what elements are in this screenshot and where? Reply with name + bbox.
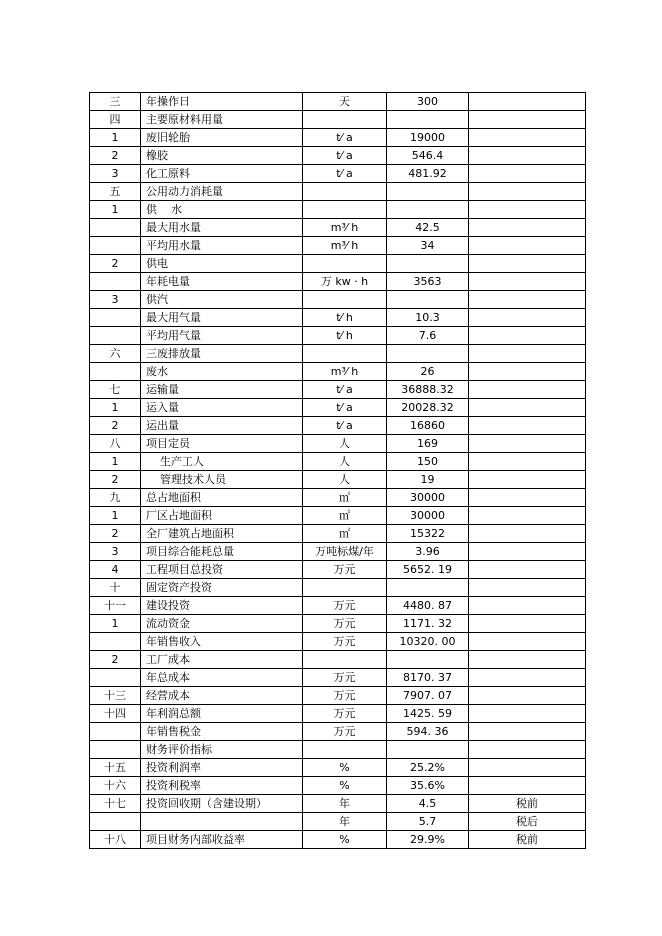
note-cell (469, 759, 586, 777)
item-name: 年操作日 (141, 93, 303, 111)
item-name: 年利润总额 (141, 705, 303, 723)
value-cell: 4480. 87 (387, 597, 469, 615)
value-cell (387, 111, 469, 129)
value-cell: 5.7 (387, 813, 469, 831)
table-row (90, 579, 586, 597)
value-cell: 20028.32 (387, 399, 469, 417)
table-row (90, 129, 586, 147)
unit-cell: 万元 (303, 561, 387, 579)
row-number (90, 327, 141, 345)
unit-cell: 年 (303, 813, 387, 831)
table-row (90, 201, 586, 219)
value-cell (387, 579, 469, 597)
note-cell (469, 183, 586, 201)
note-cell (469, 651, 586, 669)
table-row (90, 543, 586, 561)
unit-cell: % (303, 777, 387, 795)
item-name: 项目定员 (141, 435, 303, 453)
note-cell (469, 687, 586, 705)
note-cell (469, 147, 586, 165)
unit-cell: 万元 (303, 669, 387, 687)
note-cell (469, 291, 586, 309)
unit-cell: t⁄ a (303, 147, 387, 165)
note-cell (469, 93, 586, 111)
row-number: 3 (90, 291, 141, 309)
item-name: 流动资金 (141, 615, 303, 633)
item-name: 年耗电量 (141, 273, 303, 291)
row-number: 九 (90, 489, 141, 507)
item-name: 三废排放量 (141, 345, 303, 363)
item-name: 投资回收期（含建设期） (141, 795, 303, 813)
note-cell (469, 417, 586, 435)
note-cell (469, 705, 586, 723)
value-cell: 26 (387, 363, 469, 381)
value-cell: 169 (387, 435, 469, 453)
table-row (90, 615, 586, 633)
item-name: 工程项目总投资 (141, 561, 303, 579)
unit-cell: 万元 (303, 723, 387, 741)
value-cell: 10.3 (387, 309, 469, 327)
unit-cell: 万元 (303, 705, 387, 723)
item-name (141, 813, 303, 831)
note-cell: 税前 (469, 831, 586, 849)
item-name: 橡胶 (141, 147, 303, 165)
row-number: 十七 (90, 795, 141, 813)
row-number: 2 (90, 471, 141, 489)
table-row (90, 489, 586, 507)
unit-cell: m³⁄ h (303, 363, 387, 381)
table-row (90, 777, 586, 795)
value-cell: 7.6 (387, 327, 469, 345)
note-cell (469, 237, 586, 255)
note-cell (469, 777, 586, 795)
table-row (90, 219, 586, 237)
unit-cell: 人 (303, 471, 387, 489)
table-row (90, 381, 586, 399)
note-cell (469, 201, 586, 219)
unit-cell: 人 (303, 453, 387, 471)
table-row (90, 795, 586, 813)
note-cell (469, 543, 586, 561)
value-cell (387, 291, 469, 309)
table-row (90, 93, 586, 111)
note-cell (469, 723, 586, 741)
table-row (90, 471, 586, 489)
table-row (90, 435, 586, 453)
table-row (90, 291, 586, 309)
row-number (90, 309, 141, 327)
row-number: 十六 (90, 777, 141, 795)
note-cell (469, 597, 586, 615)
item-name: 投资利润率 (141, 759, 303, 777)
row-number (90, 237, 141, 255)
note-cell: 税后 (469, 813, 586, 831)
value-cell: 19000 (387, 129, 469, 147)
note-cell (469, 363, 586, 381)
unit-cell: 人 (303, 435, 387, 453)
row-number: 2 (90, 525, 141, 543)
unit-cell: % (303, 831, 387, 849)
unit-cell: t⁄ h (303, 327, 387, 345)
unit-cell: ㎡ (303, 525, 387, 543)
note-cell (469, 489, 586, 507)
table-row (90, 669, 586, 687)
item-name: 运入量 (141, 399, 303, 417)
table-row (90, 273, 586, 291)
item-name: 生产工人 (141, 453, 303, 471)
note-cell (469, 381, 586, 399)
value-cell: 36888.32 (387, 381, 469, 399)
table-row (90, 831, 586, 849)
unit-cell (303, 183, 387, 201)
value-cell: 594. 36 (387, 723, 469, 741)
value-cell: 35.6% (387, 777, 469, 795)
note-cell (469, 129, 586, 147)
value-cell: 1425. 59 (387, 705, 469, 723)
row-number: 1 (90, 399, 141, 417)
item-name: 经营成本 (141, 687, 303, 705)
value-cell (387, 201, 469, 219)
row-number: 1 (90, 615, 141, 633)
row-number: 1 (90, 201, 141, 219)
row-number: 十 (90, 579, 141, 597)
unit-cell (303, 651, 387, 669)
item-name: 投资利税率 (141, 777, 303, 795)
item-name: 供 水 (141, 201, 303, 219)
row-number (90, 669, 141, 687)
note-cell (469, 255, 586, 273)
item-name: 运输量 (141, 381, 303, 399)
table-row (90, 417, 586, 435)
table-row (90, 561, 586, 579)
table-row (90, 255, 586, 273)
unit-cell (303, 741, 387, 759)
row-number: 2 (90, 417, 141, 435)
row-number: 1 (90, 507, 141, 525)
unit-cell: ㎡ (303, 489, 387, 507)
row-number: 七 (90, 381, 141, 399)
value-cell: 5652. 19 (387, 561, 469, 579)
indicator-table-body (90, 93, 586, 849)
value-cell: 19 (387, 471, 469, 489)
unit-cell: t⁄ a (303, 417, 387, 435)
value-cell (387, 345, 469, 363)
note-cell (469, 525, 586, 543)
value-cell: 29.9% (387, 831, 469, 849)
item-name: 废旧轮胎 (141, 129, 303, 147)
note-cell (469, 399, 586, 417)
unit-cell: 万吨标煤/年 (303, 543, 387, 561)
table-row (90, 183, 586, 201)
table-row (90, 111, 586, 129)
item-name: 废水 (141, 363, 303, 381)
item-name: 化工原料 (141, 165, 303, 183)
unit-cell: 天 (303, 93, 387, 111)
table-row (90, 741, 586, 759)
unit-cell: t⁄ a (303, 399, 387, 417)
table-row (90, 813, 586, 831)
row-number: 十五 (90, 759, 141, 777)
note-cell (469, 561, 586, 579)
table-row (90, 759, 586, 777)
row-number (90, 273, 141, 291)
unit-cell (303, 579, 387, 597)
table-row (90, 309, 586, 327)
row-number: 3 (90, 543, 141, 561)
item-name: 厂区占地面积 (141, 507, 303, 525)
item-name: 最大用水量 (141, 219, 303, 237)
row-number: 2 (90, 651, 141, 669)
unit-cell: 万元 (303, 687, 387, 705)
unit-cell (303, 201, 387, 219)
row-number (90, 723, 141, 741)
note-cell (469, 435, 586, 453)
unit-cell: 万元 (303, 597, 387, 615)
row-number: 2 (90, 255, 141, 273)
item-name: 项目综合能耗总量 (141, 543, 303, 561)
note-cell (469, 471, 586, 489)
note-cell (469, 327, 586, 345)
table-row (90, 507, 586, 525)
row-number: 五 (90, 183, 141, 201)
item-name: 项目财务内部收益率 (141, 831, 303, 849)
unit-cell: 万元 (303, 633, 387, 651)
unit-cell: m³⁄ h (303, 237, 387, 255)
item-name: 运出量 (141, 417, 303, 435)
row-number: 3 (90, 165, 141, 183)
value-cell: 3563 (387, 273, 469, 291)
note-cell (469, 165, 586, 183)
unit-cell: 年 (303, 795, 387, 813)
table-row (90, 687, 586, 705)
note-cell (469, 345, 586, 363)
indicator-table (89, 92, 586, 849)
row-number (90, 363, 141, 381)
item-name: 财务评价指标 (141, 741, 303, 759)
row-number: 2 (90, 147, 141, 165)
item-name: 建设投资 (141, 597, 303, 615)
table-row (90, 525, 586, 543)
value-cell: 7907. 07 (387, 687, 469, 705)
unit-cell: 万 kw · h (303, 273, 387, 291)
row-number: 十八 (90, 831, 141, 849)
unit-cell: t⁄ a (303, 165, 387, 183)
note-cell (469, 633, 586, 651)
note-cell (469, 669, 586, 687)
note-cell (469, 219, 586, 237)
item-name: 公用动力消耗量 (141, 183, 303, 201)
row-number: 4 (90, 561, 141, 579)
unit-cell (303, 345, 387, 363)
table-row (90, 327, 586, 345)
value-cell (387, 183, 469, 201)
unit-cell (303, 111, 387, 129)
value-cell: 546.4 (387, 147, 469, 165)
note-cell: 税前 (469, 795, 586, 813)
table-row (90, 705, 586, 723)
table-row (90, 147, 586, 165)
value-cell: 34 (387, 237, 469, 255)
item-name: 主要原材料用量 (141, 111, 303, 129)
table-row (90, 363, 586, 381)
value-cell: 481.92 (387, 165, 469, 183)
value-cell: 25.2% (387, 759, 469, 777)
unit-cell (303, 291, 387, 309)
value-cell (387, 255, 469, 273)
note-cell (469, 615, 586, 633)
item-name: 年销售税金 (141, 723, 303, 741)
item-name: 最大用气量 (141, 309, 303, 327)
row-number (90, 219, 141, 237)
row-number: 四 (90, 111, 141, 129)
note-cell (469, 273, 586, 291)
value-cell: 16860 (387, 417, 469, 435)
item-name: 总占地面积 (141, 489, 303, 507)
value-cell: 8170. 37 (387, 669, 469, 687)
table-row (90, 399, 586, 417)
item-name: 全厂建筑占地面积 (141, 525, 303, 543)
value-cell: 30000 (387, 507, 469, 525)
table-row (90, 345, 586, 363)
unit-cell (303, 255, 387, 273)
item-name: 年销售收入 (141, 633, 303, 651)
row-number: 十四 (90, 705, 141, 723)
value-cell: 150 (387, 453, 469, 471)
unit-cell: t⁄ a (303, 129, 387, 147)
note-cell (469, 741, 586, 759)
table-row (90, 237, 586, 255)
note-cell (469, 111, 586, 129)
item-name: 年总成本 (141, 669, 303, 687)
row-number: 1 (90, 453, 141, 471)
unit-cell: t⁄ h (303, 309, 387, 327)
row-number: 八 (90, 435, 141, 453)
item-name: 供电 (141, 255, 303, 273)
value-cell (387, 741, 469, 759)
row-number: 十一 (90, 597, 141, 615)
unit-cell: ㎡ (303, 507, 387, 525)
table-row (90, 633, 586, 651)
value-cell: 4.5 (387, 795, 469, 813)
row-number (90, 813, 141, 831)
table-row (90, 651, 586, 669)
unit-cell: m³⁄ h (303, 219, 387, 237)
item-name: 工厂成本 (141, 651, 303, 669)
note-cell (469, 507, 586, 525)
row-number (90, 741, 141, 759)
note-cell (469, 579, 586, 597)
value-cell: 30000 (387, 489, 469, 507)
row-number: 三 (90, 93, 141, 111)
table-row (90, 723, 586, 741)
row-number (90, 633, 141, 651)
value-cell: 1171. 32 (387, 615, 469, 633)
row-number: 1 (90, 129, 141, 147)
value-cell (387, 651, 469, 669)
table-row (90, 453, 586, 471)
value-cell: 3.96 (387, 543, 469, 561)
table-row (90, 165, 586, 183)
item-name: 平均用水量 (141, 237, 303, 255)
row-number: 十三 (90, 687, 141, 705)
item-name: 管理技术人员 (141, 471, 303, 489)
value-cell: 15322 (387, 525, 469, 543)
row-number: 六 (90, 345, 141, 363)
item-name: 固定资产投资 (141, 579, 303, 597)
unit-cell: t⁄ a (303, 381, 387, 399)
item-name: 供汽 (141, 291, 303, 309)
value-cell: 10320. 00 (387, 633, 469, 651)
unit-cell: % (303, 759, 387, 777)
note-cell (469, 309, 586, 327)
value-cell: 42.5 (387, 219, 469, 237)
value-cell: 300 (387, 93, 469, 111)
table-row (90, 597, 586, 615)
item-name: 平均用气量 (141, 327, 303, 345)
unit-cell: 万元 (303, 615, 387, 633)
note-cell (469, 453, 586, 471)
